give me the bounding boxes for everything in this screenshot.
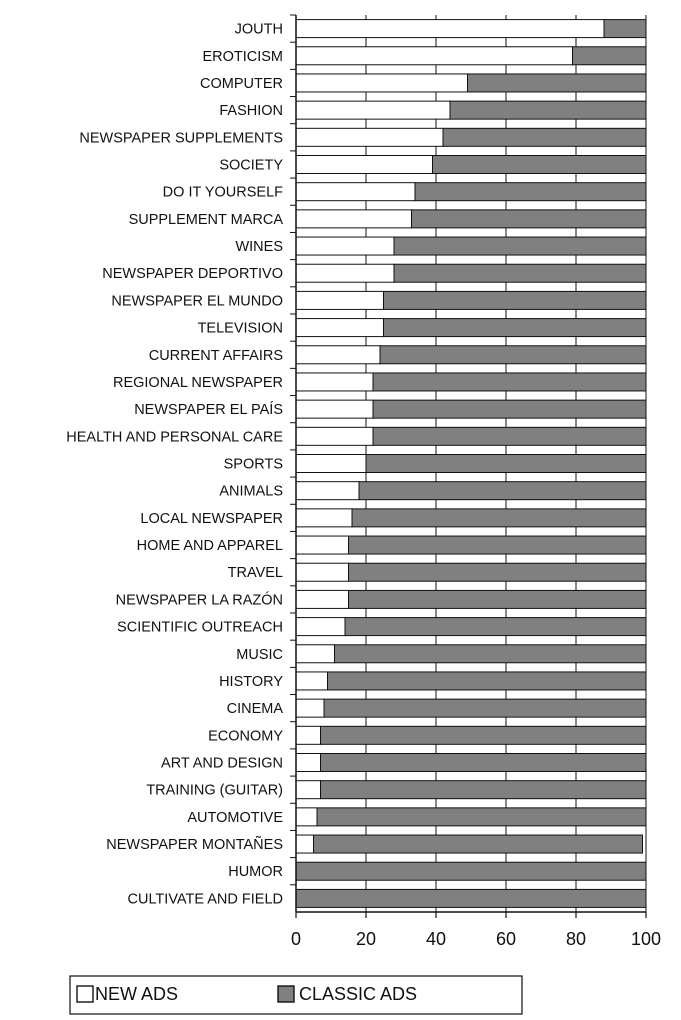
category-label: NEWSPAPER SUPPLEMENTS bbox=[79, 130, 283, 147]
bar-segment-classic-ads bbox=[349, 536, 647, 554]
bar-segment-classic-ads bbox=[317, 808, 646, 826]
bar-segment-classic-ads bbox=[296, 862, 646, 880]
category-label: ANIMALS bbox=[219, 483, 283, 500]
bar-segment-new-ads bbox=[296, 373, 373, 391]
bars bbox=[296, 20, 646, 908]
category-label: TRAINING (GUITAR) bbox=[146, 782, 283, 799]
category-label: REGIONAL NEWSPAPER bbox=[112, 374, 283, 391]
category-label: HEALTH AND PERSONAL CARE bbox=[66, 429, 283, 446]
bar-segment-classic-ads bbox=[604, 20, 646, 38]
bar-segment-classic-ads bbox=[349, 590, 647, 608]
bar-segment-new-ads bbox=[296, 427, 373, 445]
legend-swatch-classic-ads bbox=[278, 986, 294, 1002]
bar-segment-classic-ads bbox=[345, 618, 646, 636]
bar-segment-new-ads bbox=[296, 563, 349, 581]
category-label: NEWSPAPER MONTAÑES bbox=[106, 837, 283, 854]
bar-segment-new-ads bbox=[296, 536, 349, 554]
x-axis-ticks bbox=[291, 912, 661, 949]
x-tick-label: 80 bbox=[565, 929, 587, 949]
category-label: WINES bbox=[235, 239, 283, 256]
category-label: CULTIVATE AND FIELD bbox=[127, 891, 283, 908]
bar-segment-new-ads bbox=[296, 128, 443, 146]
bar-segment-classic-ads bbox=[349, 563, 647, 581]
bar-segment-classic-ads bbox=[384, 291, 647, 309]
category-label: FASHION bbox=[219, 103, 283, 120]
bar-segment-new-ads bbox=[296, 74, 468, 92]
bar-segment-classic-ads bbox=[443, 128, 646, 146]
bar-segment-new-ads bbox=[296, 400, 373, 418]
bar-segment-classic-ads bbox=[366, 455, 646, 473]
bar-segment-classic-ads bbox=[373, 373, 646, 391]
bar-segment-classic-ads bbox=[352, 509, 646, 527]
category-label: CINEMA bbox=[226, 701, 283, 718]
bar-segment-new-ads bbox=[296, 482, 359, 500]
bar-segment-new-ads bbox=[296, 291, 384, 309]
bar-segment-new-ads bbox=[296, 319, 384, 337]
category-label: HOME AND APPAREL bbox=[136, 538, 283, 555]
bar-segment-classic-ads bbox=[450, 101, 646, 119]
legend-label-classic-ads: CLASSIC ADS bbox=[299, 984, 418, 1004]
bar-segment-classic-ads bbox=[373, 400, 646, 418]
category-label: NEWSPAPER LA RAZÓN bbox=[115, 592, 283, 609]
bar-segment-classic-ads bbox=[321, 754, 647, 772]
bar-segment-classic-ads bbox=[373, 427, 646, 445]
category-label: NEWSPAPER EL MUNDO bbox=[111, 293, 283, 310]
bar-segment-new-ads bbox=[296, 156, 433, 174]
category-label: TELEVISION bbox=[197, 320, 283, 337]
x-tick-label: 60 bbox=[495, 929, 517, 949]
bar-segment-new-ads bbox=[296, 672, 328, 690]
legend-swatch-new-ads bbox=[77, 986, 93, 1002]
bar-segment-new-ads bbox=[296, 183, 415, 201]
bar-segment-new-ads bbox=[296, 754, 321, 772]
category-label: HISTORY bbox=[219, 673, 283, 690]
bar-segment-new-ads bbox=[296, 590, 349, 608]
bar-segment-classic-ads bbox=[433, 156, 647, 174]
category-label: CURRENT AFFAIRS bbox=[148, 347, 283, 364]
bar-segment-new-ads bbox=[296, 346, 380, 364]
x-tick-label: 100 bbox=[630, 929, 662, 949]
category-label: MUSIC bbox=[236, 646, 283, 663]
bar-segment-classic-ads bbox=[394, 237, 646, 255]
x-tick-label: 20 bbox=[355, 929, 377, 949]
category-label: NEWSPAPER EL PAÍS bbox=[134, 402, 283, 419]
bar-segment-new-ads bbox=[296, 699, 324, 717]
bar-segment-classic-ads bbox=[324, 699, 646, 717]
bar-segment-classic-ads bbox=[314, 835, 643, 853]
bar-segment-classic-ads bbox=[468, 74, 647, 92]
bar-segment-classic-ads bbox=[394, 264, 646, 282]
bar-segment-classic-ads bbox=[321, 726, 647, 744]
bar-segment-new-ads bbox=[296, 835, 314, 853]
category-label: HUMOR bbox=[228, 864, 283, 881]
category-label: ART AND DESIGN bbox=[161, 755, 283, 772]
category-label: SCIENTIFIC OUTREACH bbox=[117, 619, 283, 636]
bar-segment-new-ads bbox=[296, 210, 412, 228]
category-label: EROTICISM bbox=[202, 48, 283, 65]
bar-segment-classic-ads bbox=[296, 889, 646, 907]
legend-label-new-ads: NEW ADS bbox=[95, 984, 179, 1004]
bar-segment-classic-ads bbox=[412, 210, 647, 228]
bar-segment-new-ads bbox=[296, 101, 450, 119]
bar-segment-classic-ads bbox=[321, 781, 647, 799]
bar-segment-new-ads bbox=[296, 509, 352, 527]
category-label: COMPUTER bbox=[200, 75, 283, 92]
bar-segment-new-ads bbox=[296, 47, 573, 65]
category-labels bbox=[66, 15, 296, 907]
bar-segment-new-ads bbox=[296, 20, 604, 38]
category-label: JOUTH bbox=[234, 21, 283, 38]
category-label: LOCAL NEWSPAPER bbox=[140, 510, 283, 527]
bar-segment-classic-ads bbox=[573, 47, 647, 65]
category-label: AUTOMOTIVE bbox=[187, 809, 283, 826]
category-label: NEWSPAPER DEPORTIVO bbox=[102, 266, 283, 283]
bar-segment-new-ads bbox=[296, 645, 335, 663]
bar-segment-classic-ads bbox=[335, 645, 647, 663]
x-tick-label: 40 bbox=[425, 929, 447, 949]
category-label: SUPPLEMENT MARCA bbox=[128, 211, 283, 228]
bar-segment-new-ads bbox=[296, 726, 321, 744]
category-label: SPORTS bbox=[223, 456, 283, 473]
bar-segment-classic-ads bbox=[359, 482, 646, 500]
bar-segment-new-ads bbox=[296, 264, 394, 282]
bar-segment-new-ads bbox=[296, 237, 394, 255]
bar-segment-new-ads bbox=[296, 455, 366, 473]
category-label: TRAVEL bbox=[227, 565, 283, 582]
legend bbox=[70, 976, 522, 1014]
bar-segment-classic-ads bbox=[384, 319, 647, 337]
bar-segment-classic-ads bbox=[380, 346, 646, 364]
x-tick-label: 0 bbox=[290, 929, 302, 949]
bar-segment-classic-ads bbox=[415, 183, 646, 201]
bar-segment-new-ads bbox=[296, 808, 317, 826]
bar-segment-new-ads bbox=[296, 781, 321, 799]
bar-segment-new-ads bbox=[296, 618, 345, 636]
bar-segment-classic-ads bbox=[328, 672, 647, 690]
category-label: DO IT YOURSELF bbox=[162, 184, 283, 201]
category-label: ECONOMY bbox=[208, 728, 283, 745]
category-label: SOCIETY bbox=[219, 157, 283, 174]
